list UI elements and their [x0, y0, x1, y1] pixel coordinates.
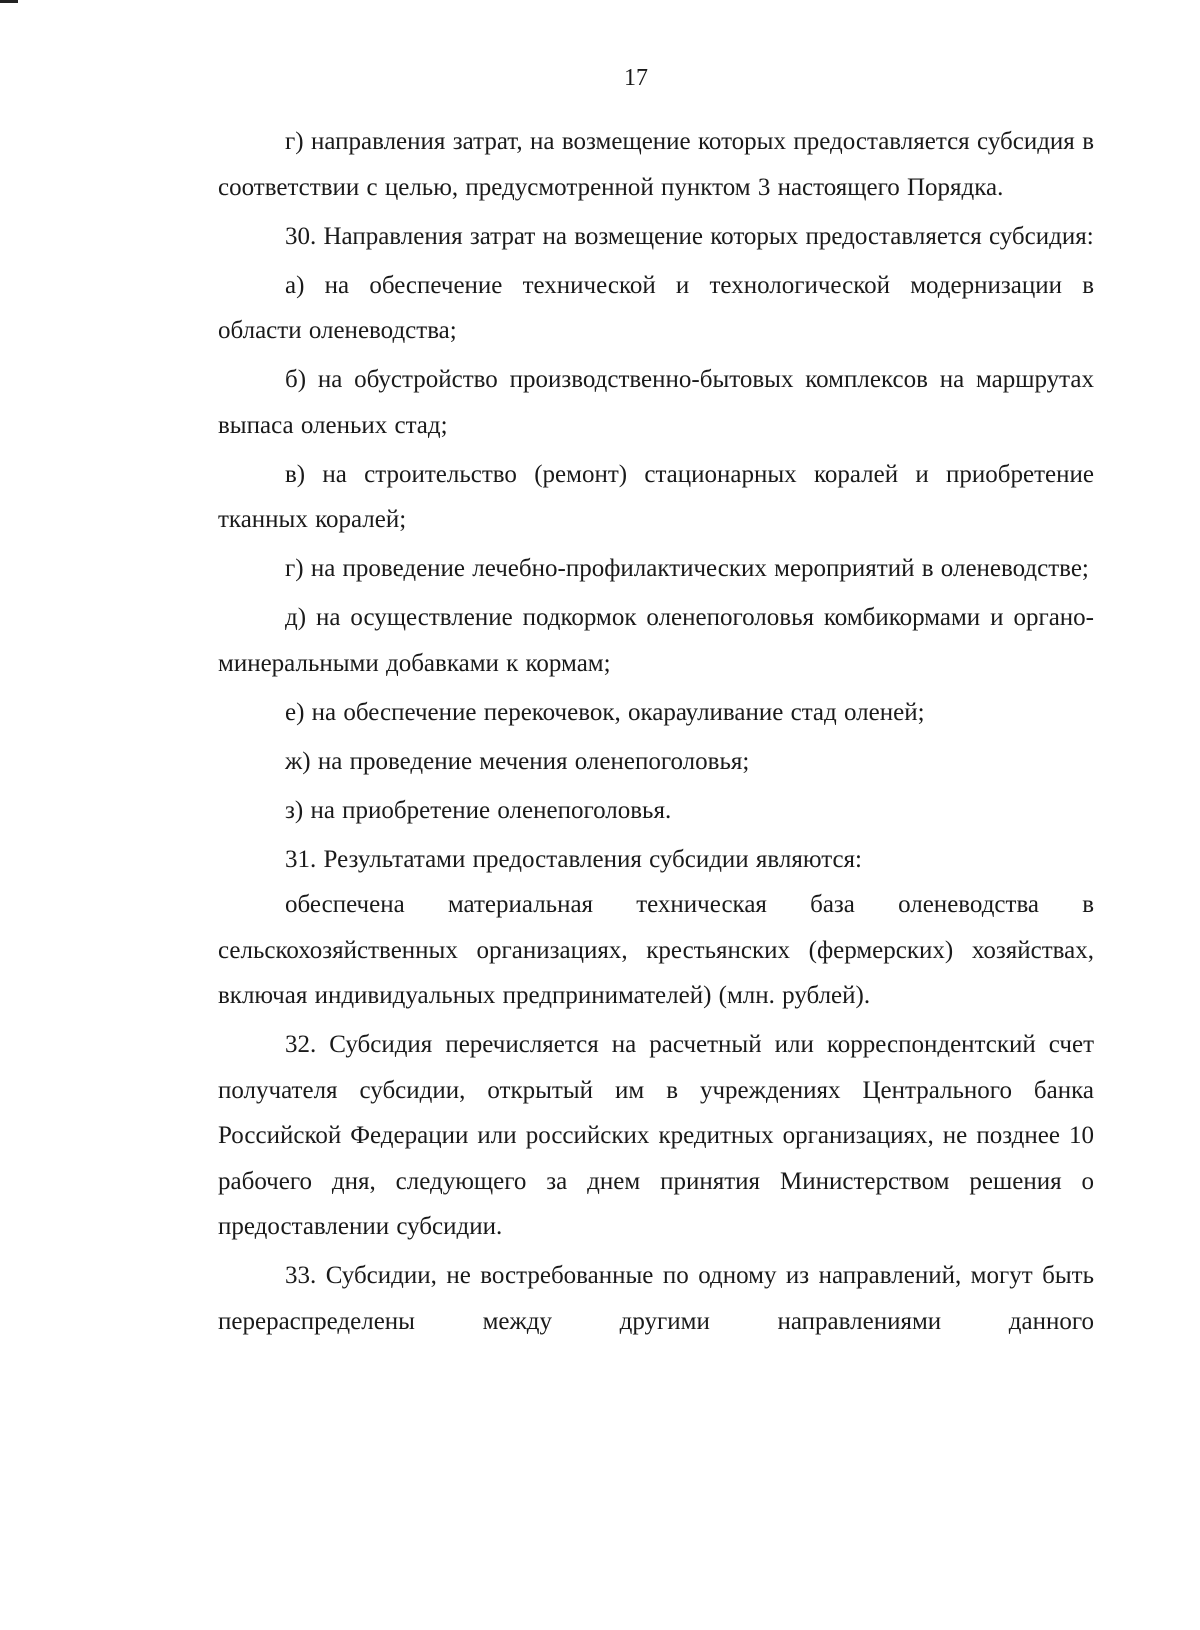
paragraph-g-cost-directions: г) направления затрат, на возмещение которых предоставляется субсидия в соответствии с целью, предусмотренной пунктом 3 настоящего Порядка. [218, 128, 1094, 201]
paragraph-33: 33. Субсидии, не востребованные по одному из направлений, могут быть перераспределены между другими направлениями данного [218, 1262, 1094, 1335]
list-item-zh: ж) на проведение мечения оленепоголовья; [285, 747, 750, 775]
page-number: 17 [624, 65, 648, 91]
list-item-b: б) на обустройство производственно-бытовых комплексов на маршрутах выпаса оленьих стад; [218, 366, 1094, 439]
paragraph-30: 30. Направления затрат на возмещение которых предоставляется субсидия: [285, 222, 1094, 250]
list-item-g: г) на проведение лечебно-профилактических мероприятий в оленеводстве; [285, 555, 1089, 582]
paragraph-32: 32. Субсидия перечисляется на расчетный или корреспондентский счет получателя субсидии, открытый им в учреждениях Центрального банка Российской Федерации или российских кредитных организациях, не позднее 10 рабочего дня, следующего за днем принятия Министерством решения о предоставлении субсидии. [218, 1031, 1094, 1240]
list-item-v: в) на строительство (ремонт) стационарных коралей и приобретение тканных коралей; [218, 460, 1094, 533]
list-item-z: з) на приобретение оленепоголовья. [285, 796, 672, 824]
scan-edge-mark [0, 0, 18, 3]
list-item-d: д) на осуществление подкормок оленепоголовья комбикормами и органо-минеральными добавками к кормам; [218, 604, 1094, 677]
paragraph-31-result: обеспечена материальная техническая база оленеводства в сельскохозяйственных организациях, крестьянских (фермерских) хозяйствах, включая индивидуальных предпринимателей) (млн. рублей). [218, 891, 1094, 1009]
document-body [218, 119, 1094, 1348]
paragraph-31: 31. Результатами предоставления субсидии являются: [285, 845, 862, 873]
list-item-e: е) на обеспечение перекочевок, окарауливание стад оленей; [285, 698, 925, 726]
list-item-a: а) на обеспечение технической и технологической модернизации в области оленеводства; [218, 271, 1094, 344]
